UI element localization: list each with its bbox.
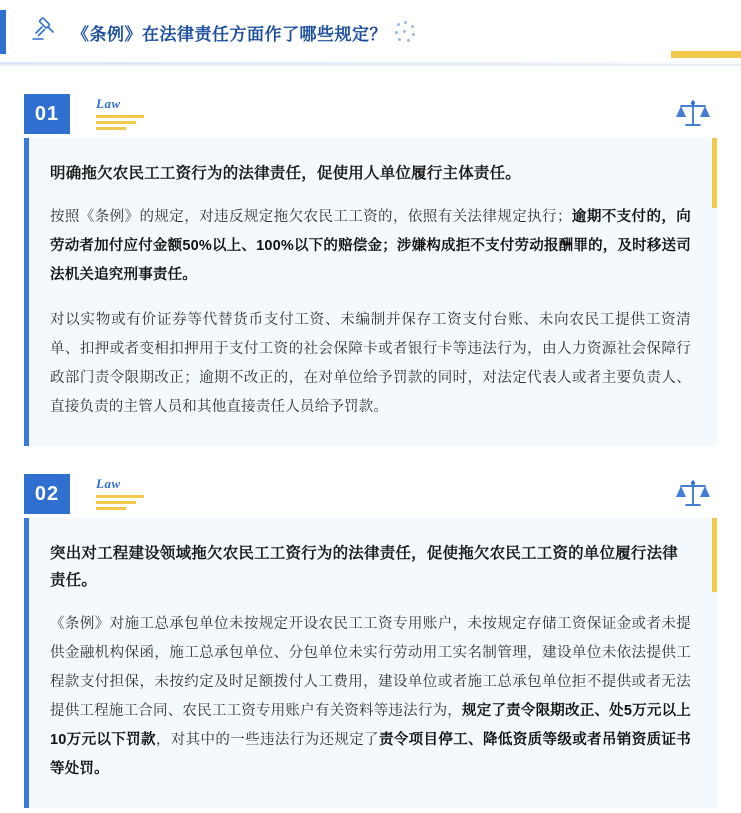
paragraph-segment-bold: 责令项目停工、降低资质等级或者吊销资质证书等处罚。: [50, 732, 691, 778]
provision-card: [24, 94, 717, 446]
card-header: [24, 474, 717, 518]
card-paragraph: [50, 306, 691, 422]
page-header: [0, 0, 741, 66]
paragraph-segment: ，对其中的一些违法行为还规定了: [155, 732, 379, 749]
card-paragraph: [50, 610, 691, 784]
paragraph-segment-bold: 规定了责令限期改正、处5万元以上10万元以下罚款: [50, 703, 691, 749]
card-body: [24, 518, 717, 808]
card-title: 突出对工程建设领域拖欠农民工工资行为的法律责任，促使拖欠农民工工资的单位履行法律责任。: [50, 545, 679, 590]
header-left-accent-bar: [0, 10, 6, 54]
page-title: 《条例》在法律责任方面作了哪些规定？: [72, 24, 387, 44]
card-paragraph: [50, 203, 691, 290]
law-label: Law: [96, 96, 121, 111]
card-header: [24, 94, 717, 138]
gavel-icon: [28, 17, 58, 47]
header-divider: [0, 62, 741, 64]
content-area: [0, 94, 741, 808]
paragraph-segment: 对以实物或有价证券等代替货币支付工资、未编制并保存工资支付台账、未向农民工提供工资清单、扣押或者变相扣押用于支付工资的社会保障卡或者银行卡等违法行为，由人力资源社会保障行政部门责令限期改正；逾期不改正的，在对单位给予罚款的同时，对法定代表人或者主要负责人、直接负责的主管人员和其他直接责任人员给予罚款。: [50, 312, 691, 416]
card-number-badge: 02: [24, 474, 70, 514]
paragraph-segment: 《条例》对施工总承包单位未按规定开设农民工工资专用账户，未按规定存储工资保证金或者未提供金融机构保函，施工总承包单位、分包单位未实行劳动用工实名制管理，建设单位未依法提供工程款支付担保，未按约定及时足额拨付人工费用，建设单位或者施工总承包单位拒不提供或者无法提供工程施工合同、农民工工资专用账户有关资料等违法行为，: [50, 616, 691, 720]
provision-card: [24, 474, 717, 808]
paragraph-segment: 按照《条例》的规定，对违反规定拖欠农民工工资的，依照有关法律规定执行；: [50, 209, 572, 226]
scales-of-justice-icon: [673, 474, 713, 514]
law-stamp-icon: [96, 476, 148, 510]
paragraph-segment-bold: 逾期不支付的，向劳动者加付应付金额50%以上、100%以下的赔偿金；涉嫌构成拒不支付劳动报酬罪的，及时移送司法机关追究刑事责任。: [50, 209, 691, 284]
dots-decoration-icon: [395, 21, 417, 43]
scales-of-justice-icon: [673, 94, 713, 134]
card-body: [24, 138, 717, 446]
card-number-badge: 01: [24, 94, 70, 134]
card-title: 明确拖欠农民工工资行为的法律责任，促使用人单位履行主体责任。: [50, 165, 522, 182]
law-stamp-icon: [96, 96, 148, 130]
header-right-accent-bar: [671, 51, 741, 58]
law-label: Law: [96, 476, 121, 492]
